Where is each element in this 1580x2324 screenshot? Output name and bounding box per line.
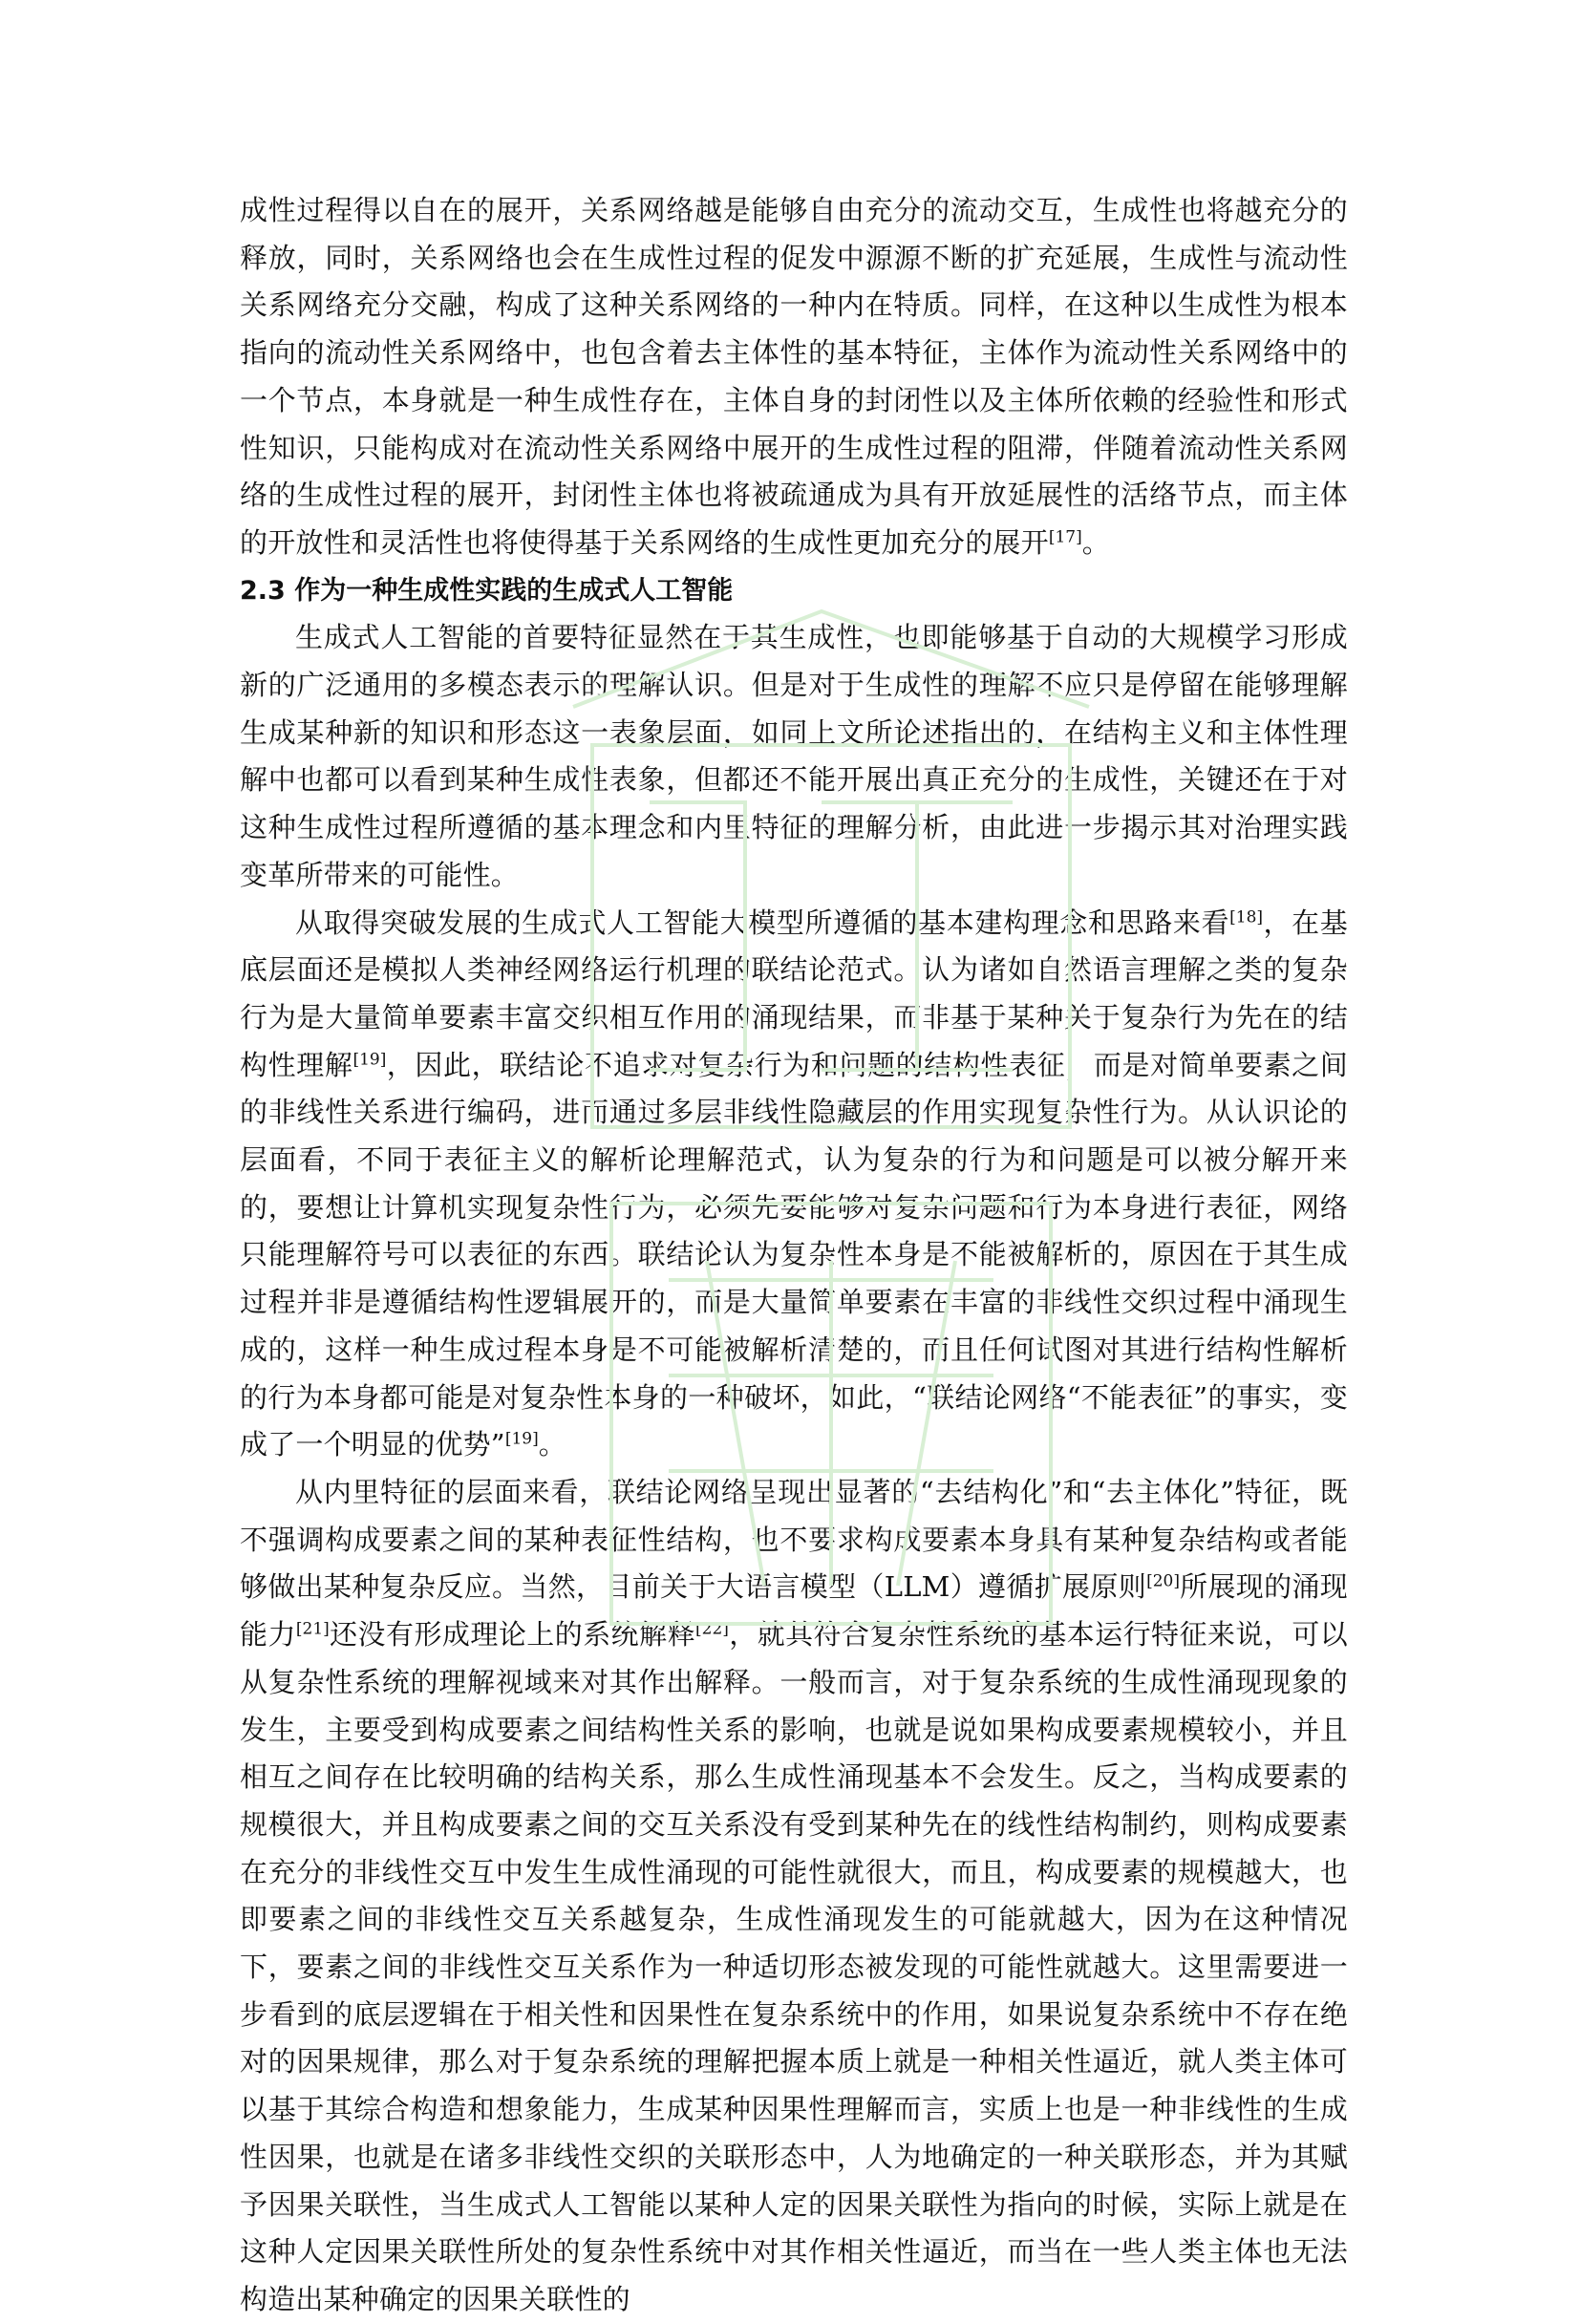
- citation-reference: [17]: [1048, 527, 1082, 547]
- body-paragraph: [240, 900, 1348, 1469]
- paragraph-text: ，就其符合复杂性系统的基本运行特征来说，可以从复杂性系统的理解视域来对其作出解释。一般而言，对于复杂系统的生成性涌现现象的发生，主要受到构成要素之间结构性关系的影响，也就是说如果构成要素规模较小，并且相互之间存在比较明确的结构关系，那么生成性涌现基本不会发生。反之，当构成要素的规模很大，并且构成要素之间的交互关系没有受到某种先在的线性结构制约，则构成要素在充分的非线性交互中发生生成性涌现的可能性就很大，而且，构成要素的规模越大，也即要素之间的非线性交互关系越复杂，生成性涌现发生的可能就越大，因为在这种情况下，要素之间的非线性交互关系作为一种适切形态被发现的可能性就越大。这里需要进一步看到的底层逻辑在于相关性和因果性在复杂系统中的作用，如果说复杂系统中不存在绝对的因果规律，那么对于复杂系统的理解把握本质上就是一种相关性逼近，就人类主体可以基于其综合构造和想象能力，生成某种因果性理解而言，实质上也是一种非线性的生成性因果，也就是在诸多非线性交织的关联形态中，人为地确定的一种关联形态，并为其赋予因果关联性，当生成式人工智能以某种人定的因果关联性为指向的时候，实际上就是在这种人定因果关联性所处的复杂性系统中对其作相关性逼近，而当在一些人类主体也无法构造出某种确定的因果关联性的: [240, 1618, 1348, 2315]
- section-heading: 2.3 作为一种生成性实践的生成式人工智能: [240, 575, 734, 606]
- body-paragraph: [240, 187, 1348, 567]
- citation-reference: [21]: [295, 1619, 330, 1639]
- paragraph-text: 从内里特征的层面来看，联结论网络呈现出显著的“去结构化”和“去主体化”特征，既不强调构成要素之间的某种表征性结构，也不要求构成要素本身具有某种复杂结构或者能够做出某种复杂反应。当然，目前关于大语言模型（LLM）遵循扩展原则: [240, 1475, 1348, 1604]
- paragraph-text: 还没有形成理论上的系统解释: [329, 1618, 696, 1652]
- citation-reference: [19]: [352, 1050, 387, 1069]
- paragraph-text: 从取得突破发展的生成式人工智能大模型所遵循的基本建构理念和思路来看: [295, 906, 1230, 939]
- paragraph-text: 所展现的涌现能力: [240, 1570, 1349, 1652]
- citation-reference: [18]: [1229, 906, 1264, 927]
- citation-reference: [22]: [695, 1619, 729, 1639]
- paragraph-text: ，在基底层面还是模拟人类神经网络运行机理的联结论范式。认为诸如自然语言理解之类的复杂行为是大量简单要素丰富交织相互作用的涌现结果，而非基于某种关于复杂行为先在的结构性理解: [240, 906, 1348, 1081]
- citation-reference: [19]: [504, 1429, 539, 1449]
- citation-reference: [20]: [1146, 1571, 1180, 1591]
- paragraph-text: 。: [1081, 525, 1110, 559]
- intro-section: [240, 187, 1348, 567]
- body-paragraph: [240, 614, 1348, 899]
- paragraph-text: 成性过程得以自在的展开，关系网络越是能够自由充分的流动交互，生成性也将越充分的释放，同时，关系网络也会在生成性过程的促发中源源不断的扩充延展，生成性与流动性关系网络充分交融，构成了这种关系网络的一种内在特质。同样，在这种以生成性为根本指向的流动性关系网络中，也包含着去主体性的基本特征，主体作为流动性关系网络中的一个节点，本身就是一种生成性存在，主体自身的封闭性以及主体所依赖的经验性和形式性知识，只能构成对在流动性关系网络中展开的生成性过程的阻滞，伴随着流动性关系网络的生成性过程的展开，封闭性主体也将被疏通成为具有开放延展性的活络节点，而主体的开放性和灵活性也将使得基于关系网络的生成性更加充分的展开: [240, 194, 1348, 559]
- body-paragraph: [240, 1469, 1348, 2324]
- document-page: [240, 187, 1348, 2324]
- paragraph-text: 生成式人工智能的首要特征显然在于其生成性，也即能够基于自动的大规模学习形成新的广泛通用的多模态表示的理解认识。但是对于生成性的理解不应只是停留在能够理解生成某种新的知识和形态这一表象层面，如同上文所论述指出的，在结构主义和主体性理解中也都可以看到某种生成性表象，但都还不能开展出真正充分的生成性，关键还在于对这种生成性过程所遵循的基本理念和内里特征的理解分析，由此进一步揭示其对治理实践变革所带来的可能性。: [240, 621, 1348, 891]
- paragraph-text: 。: [538, 1428, 566, 1461]
- paragraph-text: ，因此，联结论不追求对复杂行为和问题的结构性表征，而是对简单要素之间的非线性关系进行编码，进而通过多层非线性隐藏层的作用实现复杂性行为。从认识论的层面看，不同于表征主义的解析论理解范式，认为复杂的行为和问题是可以被分解开来的，要想让计算机实现复杂性行为，必须先要能够对复杂问题和行为本身进行表征，网络只能理解符号可以表征的东西。联结论认为复杂性本身是不能被解析的，原因在于其生成过程并非是遵循结构性逻辑展开的，而是大量简单要素在丰富的非线性交织过程中涌现生成的，这样一种生成过程本身是不可能被解析清楚的，而且任何试图对其进行结构性解析的行为本身都可能是对复杂性本身的一种破坏，如此，“联结论网络“不能表征”的事实，变成了一个明显的优势”: [240, 1048, 1348, 1461]
- section-body: [240, 614, 1348, 2323]
